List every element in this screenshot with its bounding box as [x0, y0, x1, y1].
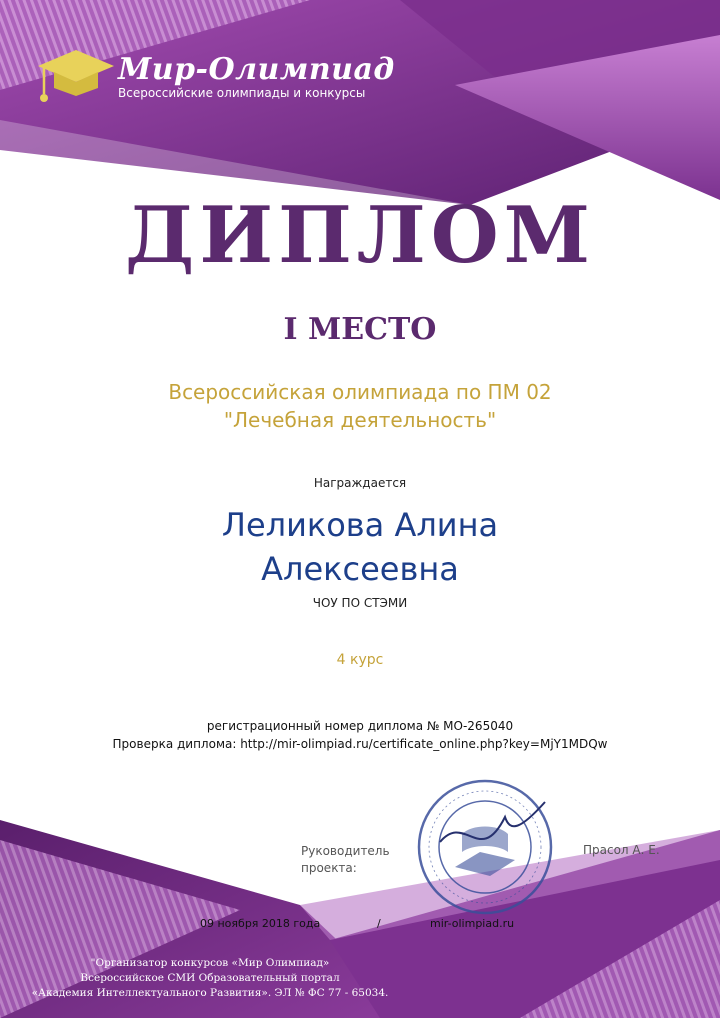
issue-date: 09 ноября 2018 года: [200, 917, 321, 930]
footer-line-1: "Организатор конкурсов «Мир Олимпиад»: [90, 957, 330, 969]
site-link[interactable]: mir-olimpiad.ru: [430, 917, 515, 930]
signatory-label-line-2: проекта:: [301, 861, 357, 875]
olympiad-line-1: Всероссийская олимпиада по ПМ 02: [168, 380, 552, 404]
footer-line-3: «Академия Интеллектуального Развития». ЭЛ № ФС 77 - 65034.: [31, 987, 389, 999]
seal-stamp: [410, 772, 560, 922]
diploma-title: ДИПЛОМ: [125, 190, 595, 281]
signatory-name: Прасол А. Е.: [583, 843, 660, 857]
course: 4 курс: [336, 652, 384, 668]
footer-line-2: Всероссийское СМИ Образовательный портал: [80, 972, 340, 984]
recipient-name-line-1: Леликова Алина: [221, 506, 499, 544]
signatory-label-line-1: Руководитель: [301, 844, 390, 858]
awarded-label: Награждается: [313, 476, 407, 490]
organization: ЧОУ ПО СТЭМИ: [312, 596, 408, 610]
publisher-footer: [0, 956, 420, 1001]
logo-subtitle: Всероссийские олимпиады и конкурсы: [118, 86, 366, 100]
verification-link[interactable]: Проверка диплома: http://mir-olimpiad.ru/certificate_online.php?key=MjY1MDQw: [112, 737, 608, 751]
registration-number: регистрационный номер диплома № МО-265040: [206, 719, 514, 733]
recipient-name-line-2: Алексеевна: [261, 550, 459, 588]
place-heading: I МЕСТО: [283, 312, 437, 347]
olympiad-line-2: "Лечебная деятельность": [223, 408, 497, 432]
graduation-cap-icon: [36, 44, 116, 110]
recipient-name: [60, 503, 660, 591]
olympiad-name: [60, 378, 660, 434]
logo-title: Мир-Олимпиад: [118, 52, 395, 87]
date-separator: /: [377, 917, 381, 930]
signatory-label: [301, 843, 390, 877]
